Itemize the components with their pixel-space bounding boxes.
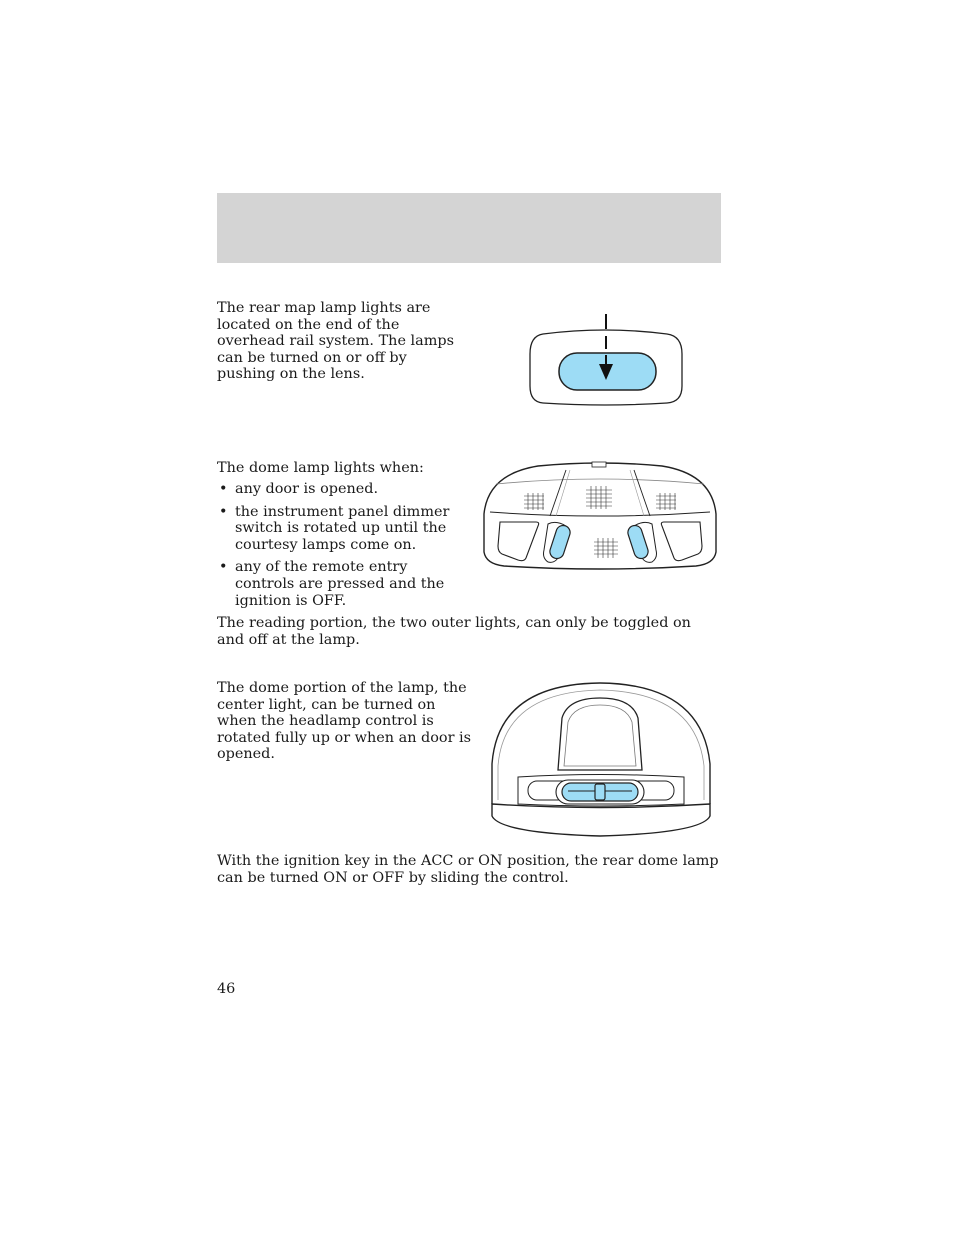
rear-map-lamp-text: The rear map lamp lights are located on the end of the overhead rail system. The lamps can be turned on or off by pushing on the lens. xyxy=(217,300,454,383)
ignition-slide-text: With the ignition key in the ACC or ON position, the rear dome lamp can be turned ON or OFF by sliding the control. xyxy=(217,853,719,886)
overhead-console-figure xyxy=(478,460,722,572)
rear-map-lamp-figure xyxy=(525,312,687,408)
slider-knob[interactable] xyxy=(595,784,605,800)
reading-lamp-text: The reading portion, the two outer lights, can only be toggled on and off at the lamp. xyxy=(217,615,691,648)
dome-lamp-conditions-list xyxy=(217,481,467,615)
dome-portion-text: The dome portion of the lamp, the center light, can be turned on when the headlamp control is rotated fully up or when an door is opened. xyxy=(217,680,472,763)
section-header-bar xyxy=(217,193,721,263)
list-item: • the instrument panel dimmer switch is rotated up until the courtesy lamps come on. xyxy=(219,503,450,553)
list-item: • any of the remote entry controls are pressed and the ignition is OFF. xyxy=(219,559,445,609)
page-number: 46 xyxy=(217,981,236,997)
dome-lamp-intro: The dome lamp lights when: xyxy=(217,460,424,476)
list-item: • any door is opened. xyxy=(219,481,379,497)
rear-dome-lamp-figure xyxy=(488,680,714,840)
